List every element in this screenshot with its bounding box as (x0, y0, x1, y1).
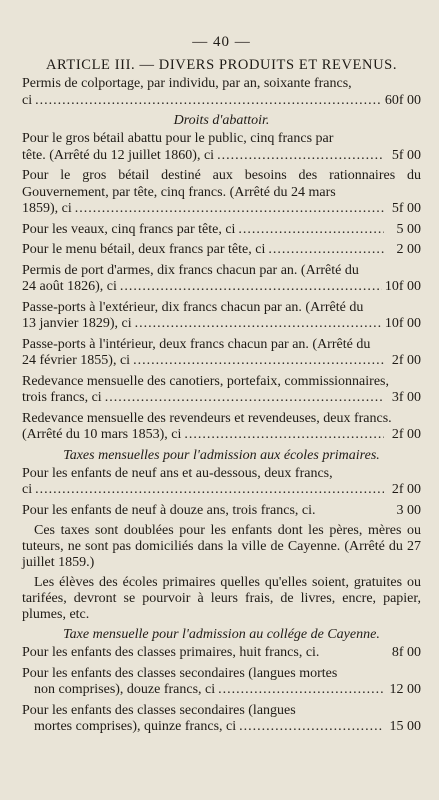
entry-description: Pour le gros bétail destiné aux besoins des rationnaires du Gouvernement, par tête, cinq francs. (Arrêté du 24 mars (22, 168, 421, 200)
entry-description: Permis de port d'armes, dix francs chacun par an. (Arrêté du (22, 262, 359, 278)
entry-amount: 2f 00 (391, 482, 421, 497)
entry-text: Pour les enfants de neuf à douze ans, trois francs, ci. (22, 502, 316, 518)
entry-text: 13 janvier 1829), ci (22, 316, 132, 331)
entry-text: tête. (Arrêté du 12 juillet 1860), ci (22, 147, 215, 163)
entry-text: 24 février 1855), ci (22, 353, 131, 368)
entry-text: 1859), ci (22, 201, 72, 216)
entry-amount: 8f 00 (391, 645, 421, 660)
entry-description: Pour les enfants des classes secondaires (langues (22, 702, 296, 718)
tariff-entry (22, 168, 421, 218)
page-number: — 40 — (192, 34, 251, 50)
tariff-entry (22, 645, 421, 662)
section-heading: Droits d'abattoir. (173, 113, 270, 128)
dot-leader (135, 316, 382, 333)
entry-amount: 3 00 (396, 502, 421, 518)
entry-amount: 15 00 (389, 719, 421, 734)
section-heading: Taxes mensuelles pour l'admission aux écoles primaires. (63, 447, 380, 463)
dot-leader (184, 427, 384, 444)
tariff-entry (22, 300, 421, 333)
tariff-entry (22, 411, 421, 444)
tariff-entry (22, 131, 421, 164)
tariff-entry (22, 263, 421, 296)
dot-leader (120, 279, 382, 296)
entry-text: ci (22, 92, 33, 108)
tariff-entry (22, 76, 421, 109)
dot-leader (35, 93, 382, 110)
note-paragraph: Ces taxes sont doublées pour les enfants dont les pères, mères ou tuteurs, ne sont pas domiciliés dans la ville de Cayenne. (Arrêté du 27 juillet 1859.) (22, 523, 421, 570)
dot-leader (105, 390, 384, 407)
entry-description: Pour les enfants de neuf ans et au-dessous, deux francs, (22, 465, 333, 481)
entry-text: Pour le menu bétail, deux francs par tête, ci (22, 242, 266, 257)
entry-description: Permis de colportage, par individu, par an, soixante francs, (22, 76, 352, 91)
entry-amount: 3f 00 (391, 390, 421, 405)
note-paragraph: Les élèves des écoles primaires quelles qu'elles soient, gratuites ou tarifées, devront se pourvoir à leurs frais, de livres, encre, papier, plumes, etc. (22, 575, 421, 622)
entry-amount: 10f 00 (384, 279, 421, 294)
tariff-list (22, 76, 421, 736)
entry-text: trois francs, ci (22, 390, 102, 405)
dot-leader (218, 682, 384, 699)
entry-text: Pour les veaux, cinq francs par tête, ci (22, 221, 236, 237)
entry-amount: 12 00 (389, 682, 421, 697)
tariff-entry (22, 337, 421, 370)
entry-amount: 2f 00 (391, 353, 421, 368)
dot-leader (238, 222, 384, 239)
entry-description: Passe-ports à l'intérieur, deux francs chacun par an. (Arrêté du (22, 336, 371, 352)
entry-text: (Arrêté du 10 mars 1853), ci (22, 427, 182, 442)
entry-description: Pour le gros bétail abattu pour le public, cinq francs par (22, 131, 334, 146)
tariff-entry (22, 222, 421, 239)
entry-amount: 2 00 (396, 242, 421, 257)
dot-leader (239, 719, 384, 736)
dot-leader (75, 201, 384, 218)
tariff-entry (22, 242, 421, 259)
entry-amount: 5f 00 (391, 201, 421, 216)
tariff-entry (22, 503, 421, 520)
dot-leader (268, 242, 384, 259)
entry-text: ci (22, 482, 33, 497)
entry-text: non comprises), douze francs, ci (34, 682, 216, 697)
entry-text: mortes comprises), quinze francs, ci (34, 719, 237, 734)
entry-description: Pour les enfants des classes secondaires (langues mortes (22, 665, 338, 681)
entry-amount: 60f 00 (384, 92, 421, 108)
tariff-entry (22, 703, 421, 736)
entry-amount: 2f 00 (391, 427, 421, 442)
entry-amount: 5f 00 (391, 147, 421, 163)
entry-description: Redevance mensuelle des revendeurs et revendeuses, deux francs. (22, 410, 392, 426)
dot-leader (133, 353, 384, 370)
entry-text: 24 août 1826), ci (22, 279, 117, 294)
entry-amount: 5 00 (396, 221, 421, 237)
entry-description: Redevance mensuelle des canotiers, portefaix, commissionnaires, (22, 373, 389, 389)
entry-text: Pour les enfants des classes primaires, huit francs, ci. (22, 645, 320, 660)
tariff-entry (22, 666, 421, 699)
dot-leader (217, 148, 384, 165)
entry-description: Passe-ports à l'extérieur, dix francs chacun par an. (Arrêté du (22, 299, 364, 315)
entry-amount: 10f 00 (384, 316, 421, 331)
dot-leader (35, 482, 384, 499)
tariff-entry (22, 466, 421, 499)
section-heading: Taxe mensuelle pour l'admission au collége de Cayenne. (63, 627, 380, 642)
article-title: ARTICLE III. — DIVERS PRODUITS ET REVENUS. (45, 57, 398, 73)
tariff-entry (22, 374, 421, 407)
